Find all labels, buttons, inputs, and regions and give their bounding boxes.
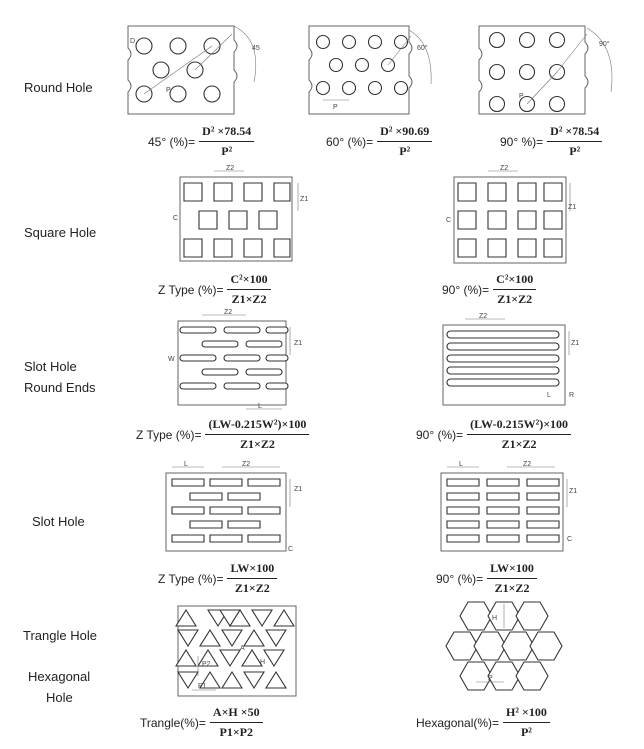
label-slot-hole-round-ends-2: Round Ends — [24, 380, 96, 395]
formula-round-45 — [148, 124, 254, 159]
formula-square-90-numerator: C²×100 — [493, 272, 536, 290]
label-hexagonal-hole-2: Hole — [46, 690, 73, 705]
label-slot-hole-round-ends-1: Slot Hole — [24, 359, 77, 374]
round-60-dim-p: P — [333, 104, 338, 111]
slot-90-dim-c: C — [567, 536, 573, 543]
formula-square-z-numerator: C²×100 — [227, 272, 270, 290]
formula-hexagonal-numerator: H² ×100 — [503, 705, 550, 723]
slot-z-dim-z2: Z2 — [242, 461, 251, 468]
triangle-dim-p1: P1 — [198, 683, 207, 690]
square-hole-90-diagram — [440, 165, 580, 265]
slot-round-z-dim-z1: Z1 — [294, 340, 302, 347]
slot-z-dim-c: C — [288, 546, 294, 553]
round-60-angle-label: 60° — [417, 45, 428, 52]
label-square-hole: Square Hole — [24, 225, 97, 240]
slot-round-z-dim-w: W — [168, 356, 175, 363]
slot-90-dim-l: L — [459, 461, 463, 468]
formula-slot-90-numerator: LW×100 — [487, 561, 537, 579]
square-90-dim-z2: Z2 — [500, 165, 509, 172]
round-hole-90-diagram — [475, 20, 625, 120]
formula-square-90-denominator: Z1×Z2 — [497, 292, 533, 306]
round-45-dim-d: D — [130, 38, 136, 45]
formula-slot-round-90-numerator: (LW-0.215W²)×100 — [467, 417, 571, 435]
hex-dim-h: H — [492, 615, 498, 622]
formula-square-z — [158, 272, 271, 307]
label-triangle-hole: Trangle Hole — [23, 628, 97, 643]
square-90-dim-c: C — [446, 217, 452, 224]
formula-slot-90-denominator: Z1×Z2 — [494, 581, 530, 595]
round-45-angle-label: 45 — [252, 45, 260, 52]
formula-round-60 — [326, 124, 432, 159]
round-hole-60-diagram — [305, 20, 440, 120]
label-hexagonal-hole-1: Hexagonal — [28, 669, 91, 684]
formula-round-45-prefix: 45° (%)= — [148, 134, 196, 149]
slot-z-dim-l: L — [184, 461, 188, 468]
label-round-hole: Round Hole — [24, 80, 93, 95]
formula-round-45-numerator: D² ×78.54 — [199, 124, 254, 142]
formula-round-90 — [500, 124, 602, 159]
formula-square-90 — [442, 272, 536, 307]
slot-round-z-dim-z2: Z2 — [224, 309, 233, 316]
formula-square-90-prefix: 90° (%)= — [442, 282, 490, 297]
formula-triangle-prefix: Trangle(%)= — [140, 715, 206, 730]
hexagonal-hole-diagram — [440, 598, 570, 702]
slot-round-90-dim-r: R — [569, 392, 575, 399]
formula-round-45-denominator: P² — [221, 144, 233, 158]
hex-dim-p: P — [488, 675, 493, 682]
formula-slot-z-denominator: Z1×Z2 — [234, 581, 270, 595]
slot-hole-z-diagram — [160, 455, 305, 555]
formula-slot-round-z-denominator: Z1×Z2 — [239, 437, 275, 451]
formula-slot-z — [158, 561, 277, 596]
formula-slot-z-prefix: Z Type (%)= — [158, 571, 224, 586]
formula-slot-90 — [436, 561, 537, 596]
formula-round-60-denominator: P² — [399, 144, 411, 158]
formula-slot-round-90-prefix: 90° (%)= — [416, 427, 464, 442]
formula-triangle — [140, 705, 263, 740]
formula-square-z-denominator: Z1×Z2 — [231, 292, 267, 306]
formula-hexagonal-prefix: Hexagonal(%)= — [416, 715, 500, 730]
triangle-dim-p2: P2 — [202, 661, 211, 668]
square-hole-z-type-diagram — [170, 165, 310, 265]
round-90-dim-p: P — [519, 93, 524, 100]
round-45-dim-p: P — [166, 87, 171, 94]
formula-round-90-prefix: 90° %)= — [500, 134, 544, 149]
slot-round-90-dim-z2: Z2 — [479, 313, 488, 320]
triangle-hole-diagram — [168, 600, 308, 700]
slot-round-z-dim-l: L — [258, 403, 262, 410]
square-z-dim-z2: Z2 — [226, 165, 235, 172]
square-90-dim-z1: Z1 — [568, 204, 577, 211]
slot-round-ends-z-diagram — [162, 305, 302, 417]
round-hole-45-diagram — [122, 20, 268, 120]
formula-triangle-denominator: P1×P2 — [219, 725, 254, 739]
formula-round-90-numerator: D² ×78.54 — [547, 124, 602, 142]
formula-slot-round-z — [136, 417, 309, 452]
formula-hexagonal — [416, 705, 550, 740]
slot-90-dim-z1: Z1 — [569, 488, 578, 495]
round-90-angle-label: 90° — [599, 41, 610, 48]
formula-round-60-numerator: D² ×90.69 — [377, 124, 432, 142]
triangle-dim-a: A — [240, 645, 245, 652]
slot-round-90-dim-z1: Z1 — [571, 340, 580, 347]
square-z-dim-c: C — [173, 215, 179, 222]
label-slot-hole: Slot Hole — [32, 514, 85, 529]
formula-square-z-prefix: Z Type (%)= — [158, 282, 224, 297]
formula-triangle-numerator: A×H ×50 — [210, 705, 263, 723]
formula-slot-round-90-denominator: Z1×Z2 — [501, 437, 537, 451]
triangle-dim-h: H — [260, 659, 266, 666]
slot-round-ends-90-diagram — [435, 305, 580, 417]
formula-slot-round-z-numerator: (LW-0.215W²)×100 — [205, 417, 309, 435]
formula-hexagonal-denominator: P² — [520, 725, 532, 739]
formula-slot-round-90 — [416, 417, 571, 452]
formula-slot-z-numerator: LW×100 — [227, 561, 277, 579]
slot-round-90-dim-l: L — [547, 392, 551, 399]
formula-round-90-denominator: P² — [569, 144, 581, 158]
formula-slot-90-prefix: 90° (%)= — [436, 571, 484, 586]
formula-round-60-prefix: 60° (%)= — [326, 134, 374, 149]
slot-z-dim-z1: Z1 — [294, 486, 303, 493]
slot-hole-90-diagram — [435, 455, 580, 555]
square-z-dim-z1: Z1 — [300, 196, 309, 203]
formula-slot-round-z-prefix: Z Type (%)= — [136, 427, 202, 442]
slot-90-dim-z2: Z2 — [523, 461, 532, 468]
